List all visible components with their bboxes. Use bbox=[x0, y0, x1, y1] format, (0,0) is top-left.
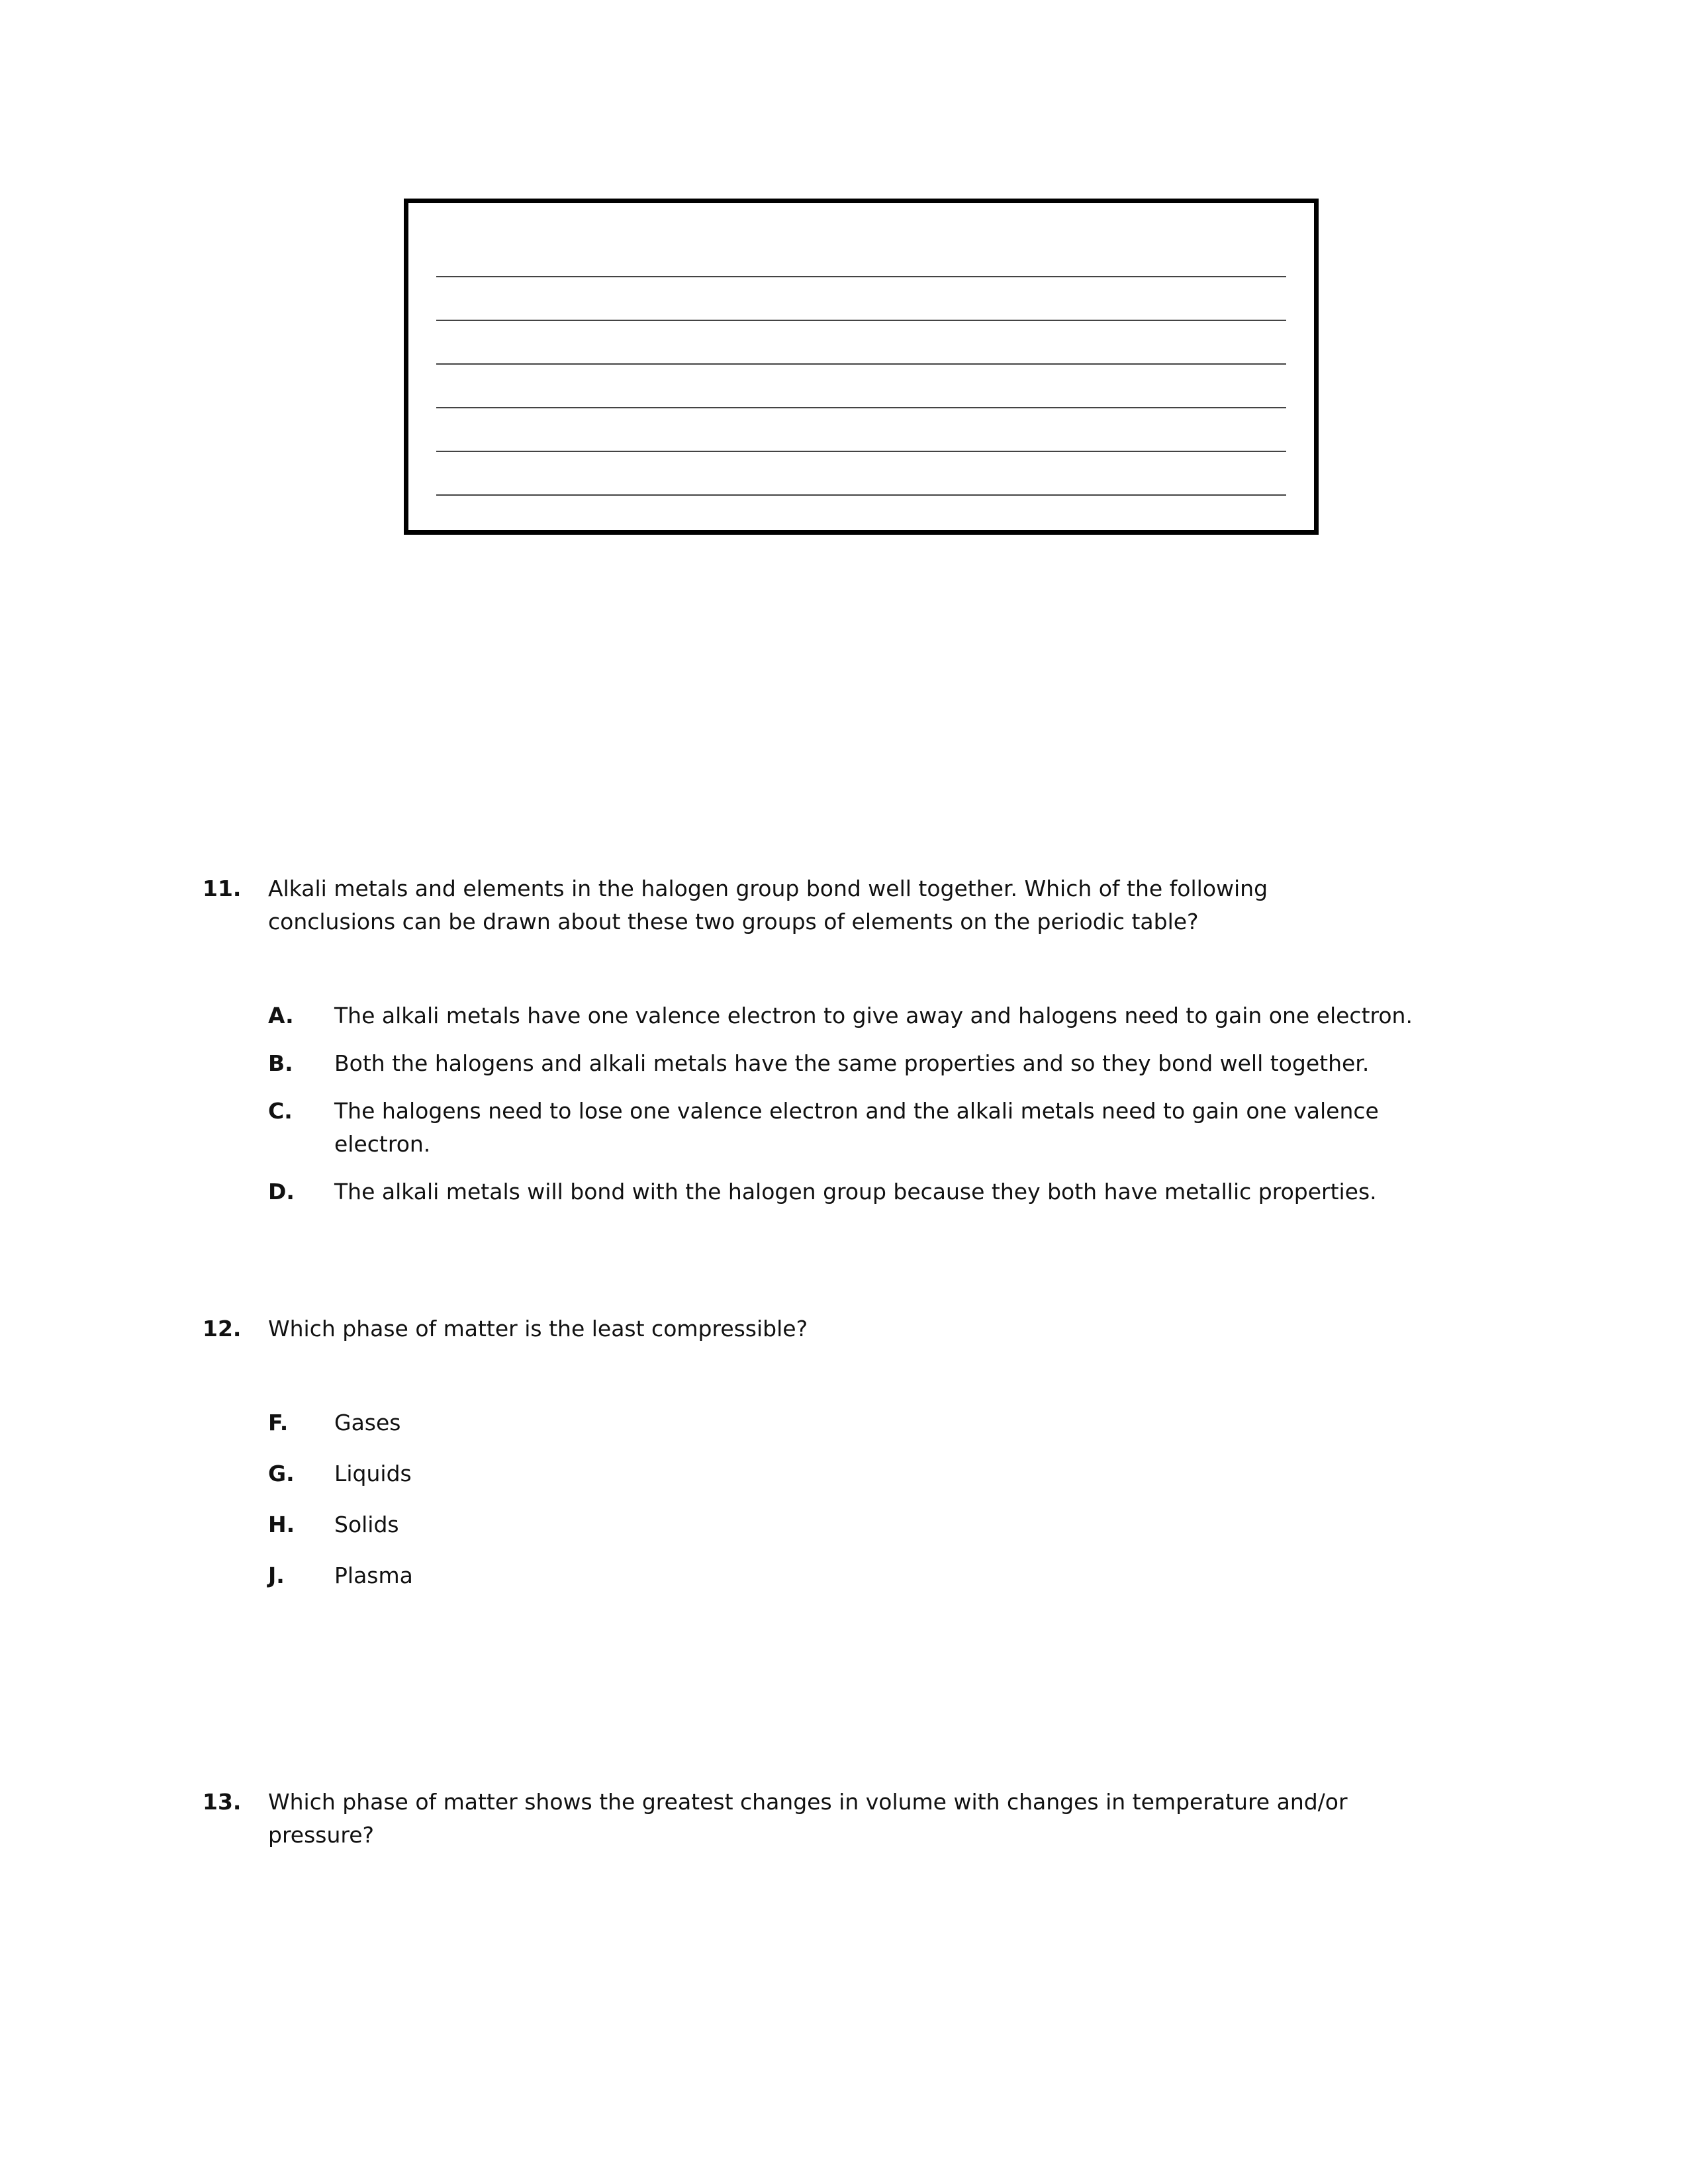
option-letter: G. bbox=[268, 1461, 295, 1486]
question-12 bbox=[203, 1312, 1460, 1610]
answer-blank-line bbox=[436, 408, 1286, 452]
option-f bbox=[268, 1406, 1460, 1439]
answer-blank-line bbox=[436, 365, 1286, 408]
option-c bbox=[268, 1095, 1460, 1161]
option-text: Solids bbox=[334, 1512, 399, 1537]
option-letter: A. bbox=[268, 1003, 294, 1028]
options-list bbox=[268, 1406, 1460, 1592]
option-text: Both the halogens and alkali metals have the same properties and so they bond well together. bbox=[334, 1050, 1370, 1076]
option-letter: F. bbox=[268, 1410, 289, 1435]
question-text: Which phase of matter is the least compressible? bbox=[268, 1316, 808, 1342]
question-number: 12. bbox=[203, 1316, 242, 1342]
question-text: Alkali metals and elements in the halogen group bond well together. Which of the following conclusions can be drawn about these two groups of elements on the periodic table? bbox=[268, 876, 1268, 934]
option-h bbox=[268, 1508, 1460, 1541]
answer-blank-line bbox=[436, 321, 1286, 365]
question-body bbox=[268, 1312, 1460, 1610]
question-13 bbox=[203, 1786, 1460, 1852]
question-11 bbox=[203, 872, 1460, 1223]
option-text: The alkali metals have one valence electron to give away and halogens need to gain one electron. bbox=[334, 1003, 1413, 1028]
option-letter: J. bbox=[268, 1563, 285, 1588]
question-body bbox=[268, 1786, 1460, 1852]
option-letter: B. bbox=[268, 1050, 293, 1076]
option-text: Plasma bbox=[334, 1563, 413, 1588]
questions-section bbox=[203, 872, 1460, 1852]
option-letter: D. bbox=[268, 1179, 295, 1205]
option-d bbox=[268, 1175, 1460, 1208]
question-number: 13. bbox=[203, 1789, 242, 1815]
answer-blank-line bbox=[436, 277, 1286, 321]
answer-blank-line bbox=[436, 234, 1286, 277]
option-letter: C. bbox=[268, 1098, 293, 1124]
option-j bbox=[268, 1559, 1460, 1592]
option-text: The halogens need to lose one valence electron and the alkali metals need to gain one valence electron. bbox=[334, 1098, 1379, 1157]
question-number: 11. bbox=[203, 876, 242, 901]
option-text: The alkali metals will bond with the halogen group because they both have metallic properties. bbox=[334, 1179, 1377, 1205]
option-letter: H. bbox=[268, 1512, 295, 1537]
question-text: Which phase of matter shows the greatest changes in volume with changes in temperature and/or pressure? bbox=[268, 1789, 1348, 1848]
answer-blank-line bbox=[436, 452, 1286, 496]
option-g bbox=[268, 1457, 1460, 1490]
option-text: Gases bbox=[334, 1410, 401, 1435]
option-b bbox=[268, 1047, 1460, 1080]
option-text: Liquids bbox=[334, 1461, 412, 1486]
option-a bbox=[268, 999, 1460, 1032]
answer-box bbox=[404, 199, 1319, 535]
options-list bbox=[268, 999, 1460, 1208]
question-body bbox=[268, 872, 1460, 1223]
